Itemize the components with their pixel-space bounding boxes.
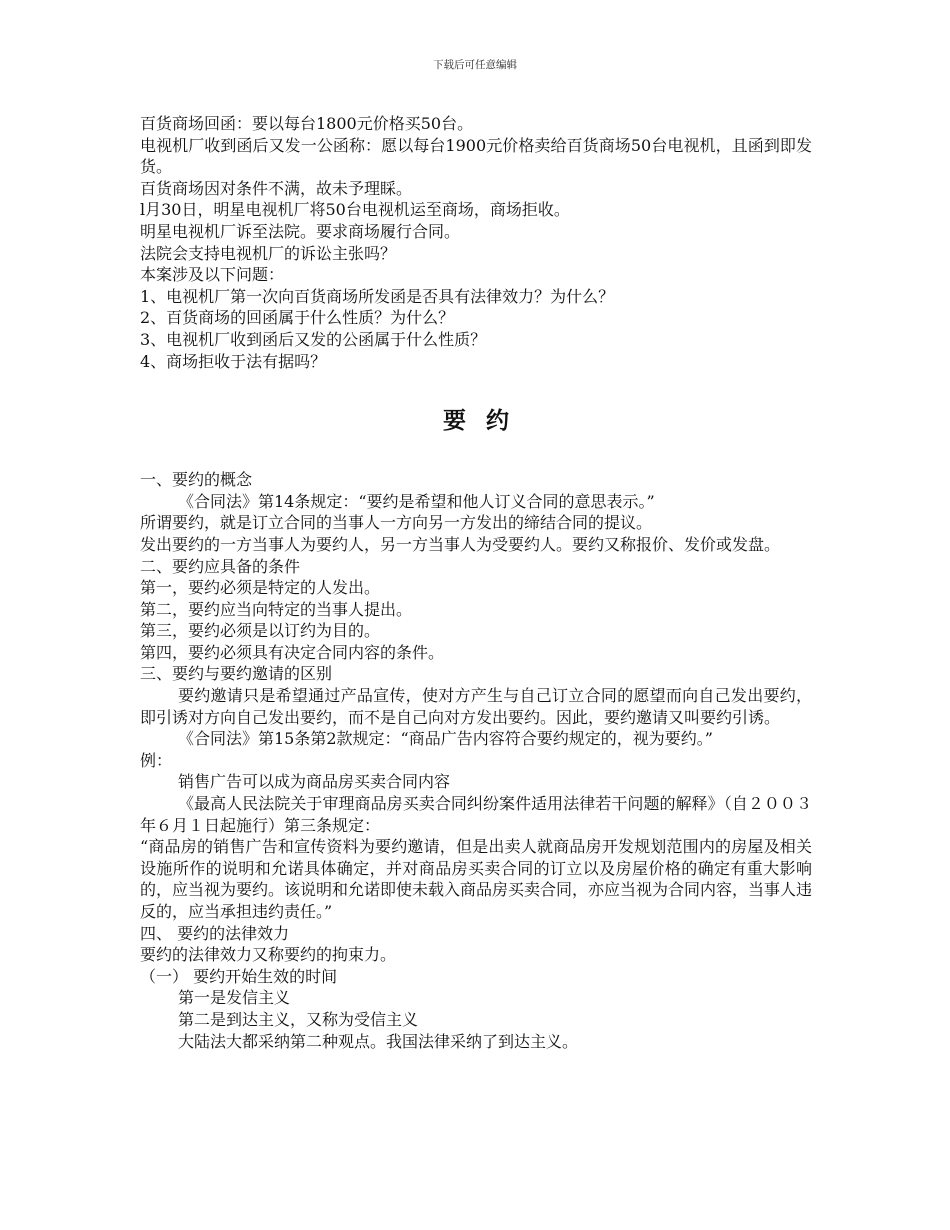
question-item: 1、电视机厂第一次向百货商场所发函是否具有法律效力？为什么？ (140, 286, 615, 306)
case-line: 电视机厂收到函后又发一公函称：愿以每台1900元价格卖给百货商场50台电视机，且函到即发货。 (140, 135, 812, 177)
heading-difference: 三、要约与要约邀请的区别 (140, 664, 333, 684)
paragraph: 所谓要约，就是订立合同的当事人一方向另一方发出的缔结合同的提议。 (140, 513, 653, 533)
question-item: 3、电视机厂收到函后又发的公函属于什么性质？ (140, 329, 487, 349)
page-header: 下载后可任意编辑 (433, 59, 517, 71)
heading-effect: 四、 要约的法律效力 (140, 923, 290, 943)
paragraph: 大陆法大都采纳第二种观点。我国法律采纳了到达主义。 (178, 1031, 579, 1051)
document-body (140, 113, 812, 1052)
list-item: 第一是发信主义 (178, 988, 291, 1008)
case-line: 明星电视机厂诉至法院。要求商场履行合同。 (140, 221, 461, 241)
heading-concept: 一、要约的概念 (140, 470, 253, 490)
quotation: “商品房的销售广告和宣传资料为要约邀请，但是出卖人就商品房开发规划范围内的房屋及相关设施所作的说明和允诺具体确定，并对商品房买卖合同的订立以及房屋价格的确定有重大影响的，应当视为要约。该说明和允诺即使未载入商品房买卖合同，亦应当视为合同内容，当事人违反的，应当承担违约责任。” (140, 837, 813, 921)
question-item: 2、百货商场的回函属于什么性质？为什么？ (140, 308, 455, 328)
case-line: l月30日，明星电视机厂将50台电视机运至商场，商场拒收。 (140, 200, 570, 220)
case-line: 百货商场因对条件不满，故未予理睬。 (140, 178, 413, 198)
paragraph: 销售广告可以成为商品房买卖合同内容 (178, 772, 451, 792)
condition-item: 第四，要约必须具有决定合同内容的条件。 (140, 642, 445, 662)
paragraph: 要约的法律效力又称要约的拘束力。 (140, 945, 397, 965)
question-item: 4、商场拒收于法有据吗？ (140, 351, 327, 371)
heading-conditions: 二、要约应具备的条件 (140, 556, 301, 576)
condition-item: 第二，要约应当向特定的当事人提出。 (140, 599, 413, 619)
paragraph: 《最高人民法院关于审理商品房买卖合同纠纷案件适用法律若干问题的解释》（自２００３年６月１日起施行）第三条规定： (140, 794, 812, 835)
list-item: 第二是到达主义，又称为受信主义 (178, 1009, 419, 1029)
paragraph: 发出要约的一方当事人为要约人，另一方当事人为受要约人。要约又称报价、发价或发盘。 (140, 534, 781, 554)
paragraph: 《合同法》第14条规定：“要约是希望和他人订义合同的意思表示。” (178, 491, 655, 511)
condition-item: 第一，要约必须是特定的人发出。 (140, 578, 381, 598)
condition-item: 第三，要约必须是以订约为目的。 (140, 621, 381, 641)
case-line: 本案涉及以下问题： (140, 265, 285, 285)
section-title: 要约 (443, 407, 529, 435)
example-label: 例： (140, 750, 173, 770)
paragraph: 《合同法》第15条第2款规定：“商品广告内容符合要约规定的，视为要约。” (178, 729, 713, 749)
case-line: 法院会支持电视机厂的诉讼主张吗？ (140, 243, 397, 263)
case-description (140, 113, 812, 372)
paragraph: 要约邀请只是希望通过产品宣传，使对方产生与自己订立合同的愿望而向自己发出要约，即引诱对方向自己发出要约，而不是自己向对方发出要约。因此，要约邀请又叫要约引诱。 (140, 686, 812, 727)
case-line: 百货商场回函：要以每台1800元价格买50台。 (140, 114, 474, 133)
subheading-effective-time: （一） 要约开始生效的时间 (140, 966, 338, 986)
